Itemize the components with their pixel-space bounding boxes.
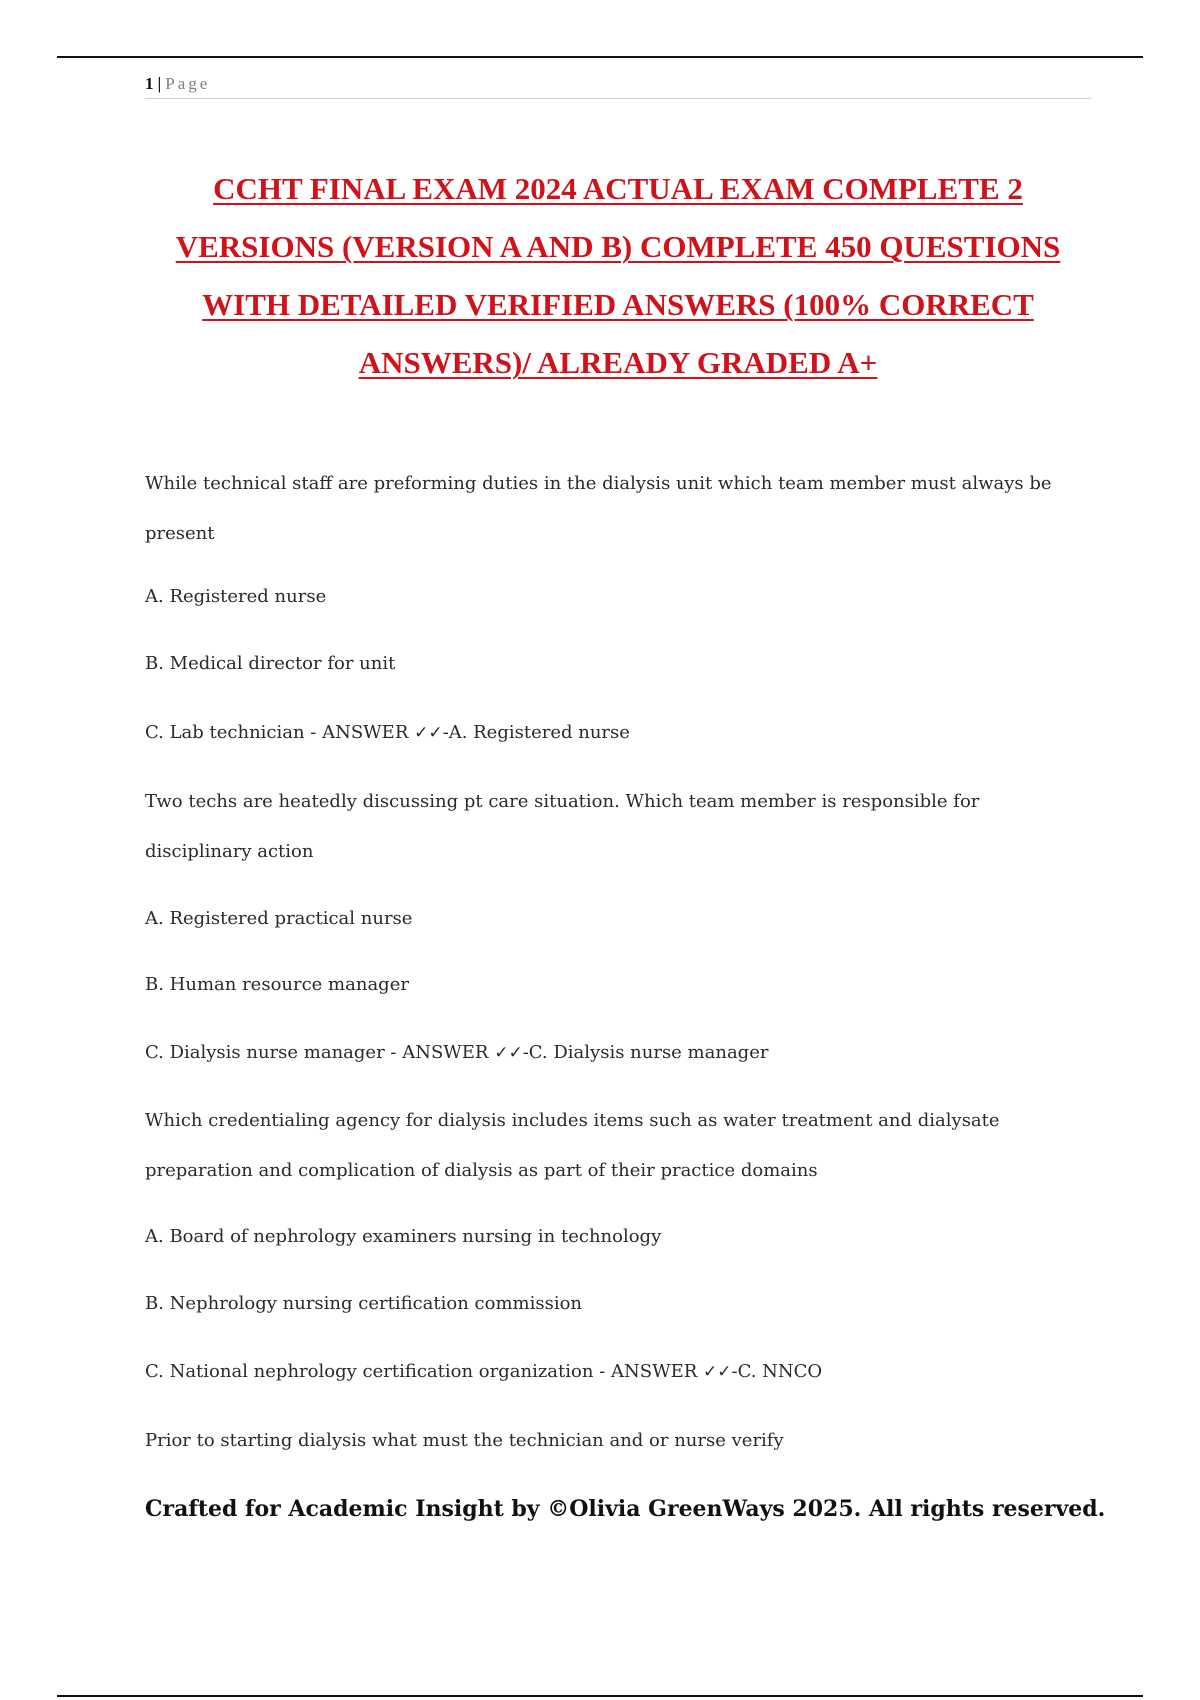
question-2-option-c: C. Dialysis nurse manager - ANSWER [145,1042,495,1063]
question-1-answer: -A. Registered nurse [442,722,630,743]
question-4-text: Prior to starting dialysis what must the technician and or nurse verify [145,1430,784,1451]
check-icon: ✓✓ [702,1362,732,1382]
page-header [145,72,1091,99]
question-3-option-a: A. Board of nephrology examiners nursing in technology [145,1226,662,1247]
bottom-rule [57,1695,1143,1697]
question-1-option-a: A. Registered nurse [145,586,327,607]
page-number: 1 [145,74,154,93]
question-3-option-c: C. National nephrology certification organization - ANSWER [145,1361,703,1382]
question-3-option-c-answer [145,1360,1091,1384]
document-title: CCHT FINAL EXAM 2024 ACTUAL EXAM COMPLETE 2 VERSIONS (VERSION A AND B) COMPLETE 450 QUESTIONS WITH DETAILED VERIFIED ANSWERS (100% CORRECT ANSWERS)/ ALREADY GRADED A+ [175,171,1061,380]
copyright-footer: Crafted for Academic Insight by ©Olivia GreenWays 2025. All rights reserved. [145,1496,1106,1522]
question-2-option-c-answer [145,1041,1091,1065]
question-2-option-a: A. Registered practical nurse [145,908,413,929]
top-rule [57,56,1143,58]
question-1-option-c: C. Lab technician - ANSWER [145,722,415,743]
question-2-answer: -C. Dialysis nurse manager [522,1042,769,1063]
question-2-text: Two techs are heatedly discussing pt care situation. Which team member is responsible for disciplinary action [145,791,980,862]
question-3-answer: -C. NNCO [731,1361,823,1382]
check-icon: ✓✓ [414,723,443,743]
question-1-option-b: B. Medical director for unit [145,653,396,674]
question-3-text: Which credentialing agency for dialysis includes items such as water treatment and dialysate preparation and complication of dialysis as part of their practice domains [145,1110,1000,1181]
question-1-text: While technical staff are preforming duties in the dialysis unit which team member must always be present [145,473,1052,544]
question-3-option-b: B. Nephrology nursing certification commission [145,1293,583,1314]
question-2-option-b: B. Human resource manager [145,974,409,995]
question-1-option-c-answer [145,721,1091,745]
page-separator: | [157,74,162,93]
check-icon: ✓✓ [494,1043,523,1063]
page-word: Page [165,74,211,93]
